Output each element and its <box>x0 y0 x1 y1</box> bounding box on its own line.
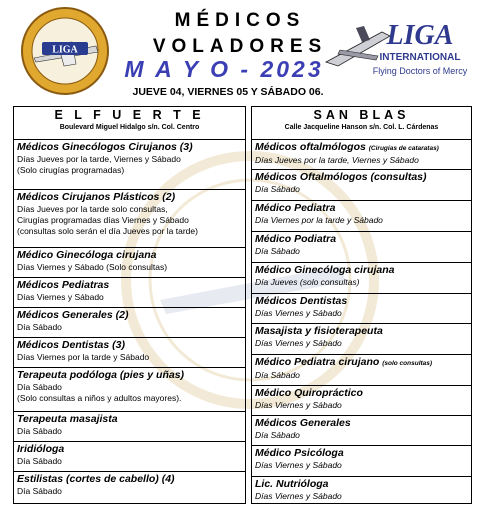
list-item <box>252 140 471 170</box>
schedule-line: Cirugías programadas días Viernes y Sábado <box>17 215 189 225</box>
list-item <box>14 442 245 472</box>
specialty-title: Médico Pediatra cirujano (solo consultas) <box>255 356 433 368</box>
list-item <box>252 324 471 355</box>
el-fuerte-entries <box>14 140 245 503</box>
schedule-line: Días Jueves por la tarde, Viernes y Sábado <box>17 154 181 164</box>
list-item <box>14 278 245 308</box>
list-item <box>252 263 471 294</box>
list-item <box>14 190 245 248</box>
schedule-line: Día Sábado <box>17 382 62 392</box>
schedule-line: Días Viernes y Sábado <box>17 292 104 302</box>
san-blas-column <box>251 106 472 504</box>
title-line-2: VOLADORES <box>152 36 328 57</box>
list-item <box>14 248 245 278</box>
specialty-title: Médicos Dentistas (3) <box>17 339 125 351</box>
list-item <box>252 294 471 324</box>
specialty-note: (solo consultas) <box>382 360 433 367</box>
specialty-title: Médicos Oftalmólogos (consultas) <box>255 171 427 183</box>
list-item <box>252 232 471 263</box>
specialty-title: Médico Ginecóloga cirujana <box>255 264 395 276</box>
right-logo-tagline: Flying Doctors of Mercy <box>372 66 468 76</box>
specialty-title: Médico Podiatra <box>255 233 337 245</box>
month-year: M A Y O - 2023 <box>124 56 324 82</box>
schedule-line: Día Jueves (solo consultas) <box>255 277 360 287</box>
schedule-line: Días Viernes y Sábado (Solo consultas) <box>17 262 168 272</box>
schedule-line: Día Sábado <box>255 246 300 256</box>
schedule-line: Día Sábado <box>17 426 62 436</box>
el-fuerte-address: Boulevard Miguel Hidalgo s/n. Col. Centro <box>59 124 200 131</box>
specialty-title: Médico Psicóloga <box>255 447 344 459</box>
left-logo-text: LIGA <box>52 44 78 56</box>
title-line-1: MÉDICOS <box>174 10 306 31</box>
right-logo-brand: LIGA <box>386 20 454 51</box>
schedule-line: Días Viernes por la tarde y Sábado <box>17 352 150 362</box>
list-item <box>14 412 245 442</box>
list-item <box>14 368 245 412</box>
list-item <box>252 416 471 446</box>
specialty-title: Terapeuta podóloga (pies y uñas) <box>17 369 185 381</box>
schedule-line: Día Sábado <box>255 184 300 194</box>
specialty-title: Iridióloga <box>17 443 65 455</box>
specialty-title: Lic. Nutrióloga <box>255 478 329 490</box>
specialty-title: Médicos Pediatras <box>17 279 110 291</box>
schedule-line: Día Sábado <box>17 456 62 466</box>
schedule-line: Días Viernes y Sábado <box>255 338 342 348</box>
el-fuerte-column <box>13 106 246 504</box>
el-fuerte-header <box>14 107 245 140</box>
specialty-title: Médicos Generales (2) <box>17 309 129 321</box>
list-item <box>252 201 471 232</box>
el-fuerte-title: E L F U E R T E <box>54 108 205 122</box>
schedule-line: Día Sábado <box>17 486 62 496</box>
list-item <box>252 386 471 416</box>
specialty-title: Médico Pediatra <box>255 202 336 214</box>
san-blas-title: SAN BLAS <box>313 108 410 122</box>
specialty-title: Médicos Ginecólogos Cirujanos (3) <box>17 141 193 153</box>
schedule-line: Día Viernes por la tarde y Sábado <box>255 215 383 225</box>
schedule-line: Días Viernes y Sábado <box>255 460 342 470</box>
specialty-title: Médicos oftalmólogos (Cirugías de cataratas) <box>255 141 439 153</box>
list-item <box>252 446 471 477</box>
specialty-title: Terapeuta masajista <box>17 413 118 425</box>
specialty-title: Médicos Cirujanos Plásticos (2) <box>17 191 176 203</box>
list-item <box>252 170 471 201</box>
schedule-line: Día Sábado <box>255 430 300 440</box>
schedule-line: Día Sábado <box>255 370 300 380</box>
schedule-line: (consultas solo serán el día Jueves por la tarde) <box>17 226 198 236</box>
specialty-title: Médicos Generales <box>255 417 351 429</box>
specialty-title: Médico Quiropráctico <box>255 387 363 399</box>
event-dates: JUEVE 04, VIERNES 05 Y SÁBADO 06. <box>132 86 324 98</box>
schedule-line: (Solo consultas a niños y adultos mayores). <box>17 393 182 403</box>
list-item <box>14 308 245 338</box>
schedule-line: Días Viernes y Sábado <box>255 491 342 501</box>
schedule-line: Día Sábado <box>17 322 62 332</box>
schedule-line: Días Jueves por la tarde, Viernes y Sábado <box>255 155 419 165</box>
list-item <box>14 140 245 190</box>
list-item <box>252 477 471 505</box>
specialty-title: Médicos Dentistas <box>255 295 348 307</box>
schedule-line: Días Viernes y Sábado <box>255 400 342 410</box>
schedule-line: Días Viernes y Sábado <box>255 308 342 318</box>
flying-doctors-seal-logo <box>20 6 110 96</box>
specialty-title: Estilistas (cortes de cabello) (4) <box>17 473 175 485</box>
header <box>0 0 487 104</box>
schedule-line: (Solo cirugías programadas) <box>17 165 125 175</box>
specialty-title: Masajista y fisioterapeuta <box>255 325 383 337</box>
san-blas-entries <box>252 140 471 505</box>
specialty-note: (Cirugías de cataratas) <box>368 145 439 152</box>
liga-international-logo <box>320 10 475 90</box>
schedule-line: Días Jueves por la tarde solo consultas, <box>17 204 168 214</box>
list-item <box>252 355 471 386</box>
list-item <box>14 338 245 368</box>
specialty-title: Médico Ginecóloga cirujana <box>17 249 157 261</box>
list-item <box>14 472 245 503</box>
san-blas-address: Calle Jacqueline Hanson s/n. Col. L. Cárdenas <box>284 124 439 131</box>
right-logo-sub: INTERNATIONAL <box>379 52 461 63</box>
san-blas-header <box>252 107 471 140</box>
